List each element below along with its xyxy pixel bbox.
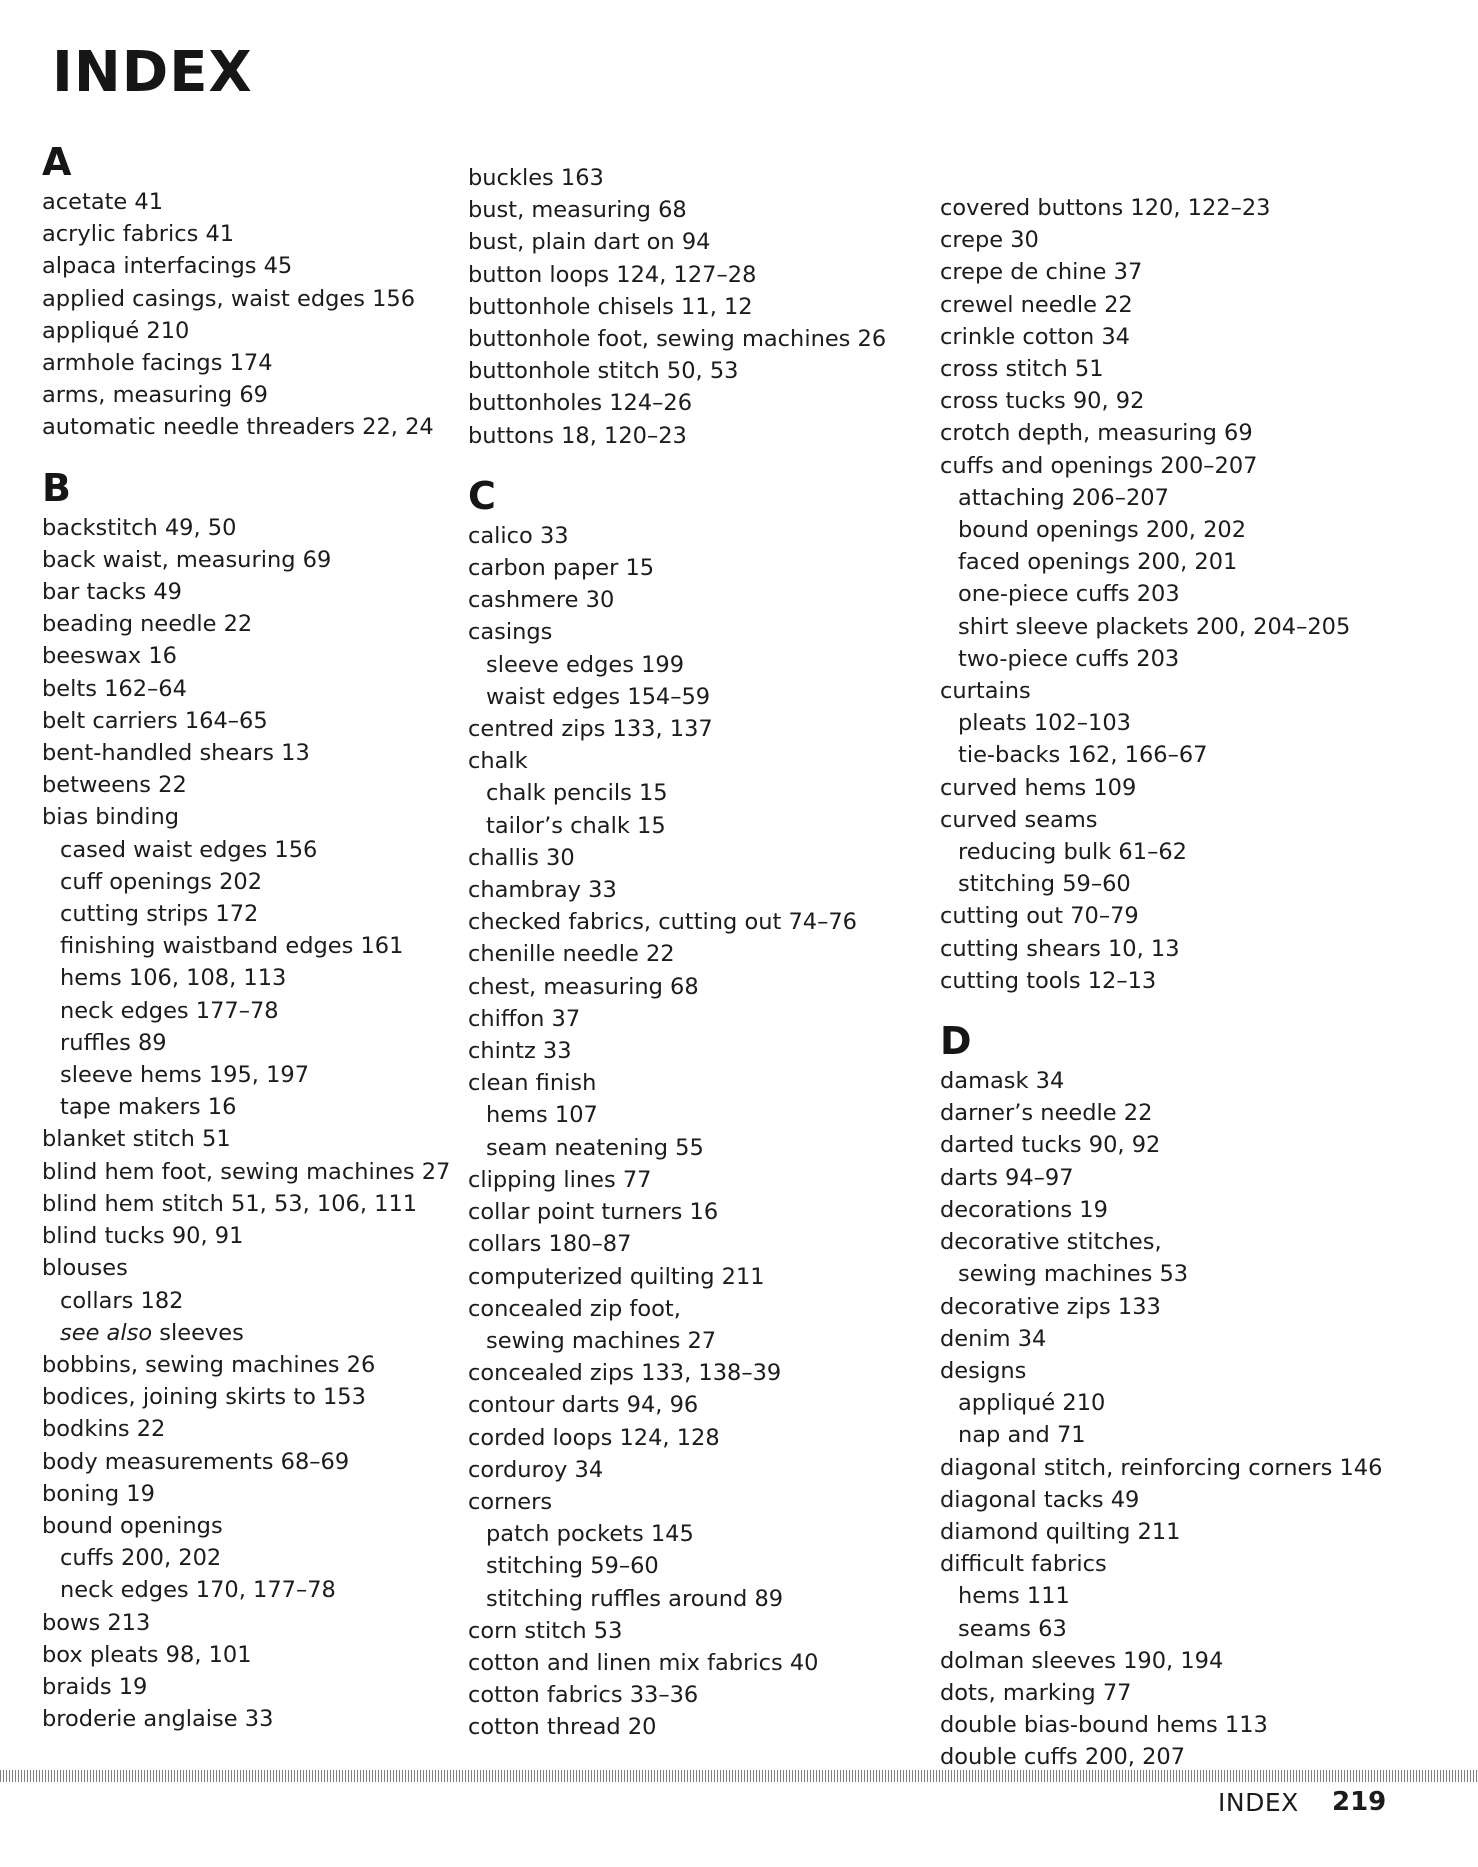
- entry-text: waist edges 154–59: [486, 683, 711, 710]
- entry-text: contour darts 94, 96: [468, 1392, 699, 1419]
- index-entry: [468, 584, 908, 616]
- entry-text: chiffon 37: [468, 1005, 581, 1032]
- entry-text: body measurements 68–69: [42, 1448, 350, 1475]
- index-entry: [940, 192, 1380, 224]
- index-subentry: [468, 777, 908, 809]
- index-entry: [468, 420, 908, 452]
- index-subentry: [940, 1613, 1380, 1645]
- entry-text: cotton and linen mix fabrics 40: [468, 1649, 819, 1676]
- index-entry: [42, 283, 482, 315]
- index-subentry: [42, 1317, 482, 1349]
- entry-text: attaching 206–207: [958, 484, 1169, 511]
- index-entry: [42, 347, 482, 379]
- entry-text: damask 34: [940, 1068, 1065, 1095]
- index-subentry: [940, 1419, 1380, 1451]
- index-entry: [940, 1162, 1380, 1194]
- entry-text: diagonal stitch, reinforcing corners 146: [940, 1454, 1383, 1481]
- entry-text: bobbins, sewing machines 26: [42, 1351, 376, 1378]
- index-subentry: [940, 707, 1380, 739]
- index-subentry: [468, 649, 908, 681]
- index-entry: [468, 1454, 908, 1486]
- index-entry: [940, 1129, 1380, 1161]
- index-subentry: [940, 868, 1380, 900]
- entry-text: tie-backs 162, 166–67: [958, 742, 1208, 769]
- entry-text: cotton fabrics 33–36: [468, 1682, 699, 1709]
- index-subentry: [42, 1285, 482, 1317]
- entry-text: buttons 18, 120–23: [468, 422, 687, 449]
- entry-text: cutting strips 172: [60, 901, 259, 928]
- entry-text: boning 19: [42, 1480, 155, 1507]
- entry-text: bust, measuring 68: [468, 197, 687, 224]
- entry-text: sleeve edges 199: [486, 651, 685, 678]
- index-entry: [940, 321, 1380, 353]
- index-entry: [468, 1422, 908, 1454]
- index-entry: [468, 616, 908, 648]
- entry-text: tape makers 16: [60, 1094, 237, 1121]
- index-entry: [468, 745, 908, 777]
- entry-text: hems 106, 108, 113: [60, 965, 287, 992]
- index-subentry: [940, 546, 1380, 578]
- index-entry: [940, 1484, 1380, 1516]
- index-entry: [42, 1381, 482, 1413]
- index-subentry: [468, 681, 908, 713]
- index-entry: [468, 520, 908, 552]
- entry-text: corduroy 34: [468, 1456, 604, 1483]
- entry-text: blind hem stitch 51, 53, 106, 111: [42, 1190, 418, 1217]
- index-entry: [940, 772, 1380, 804]
- entry-text: hems 111: [958, 1583, 1070, 1610]
- entry-text: automatic needle threaders 22, 24: [42, 414, 434, 441]
- entry-text: hems 107: [486, 1102, 598, 1129]
- entry-text: chalk pencils 15: [486, 780, 668, 807]
- entry-text: one-piece cuffs 203: [958, 581, 1180, 608]
- entry-text: collars 182: [60, 1287, 184, 1314]
- index-entry: [468, 1357, 908, 1389]
- index-entry: [42, 1446, 482, 1478]
- index-subentry: [940, 1387, 1380, 1419]
- entry-text: bent-handled shears 13: [42, 740, 310, 767]
- index-subentry: [42, 898, 482, 930]
- index-entry: [468, 259, 908, 291]
- index-subentry: [42, 962, 482, 994]
- entry-text: buckles 163: [468, 165, 604, 191]
- index-entry: [468, 971, 908, 1003]
- index-entry: [42, 769, 482, 801]
- entry-text: curtains: [940, 678, 1031, 705]
- index-entry: [940, 1065, 1380, 1097]
- index-section: [940, 1019, 1383, 1773]
- entry-text: cross stitch 51: [940, 356, 1104, 383]
- index-entry: [940, 1291, 1380, 1323]
- index-entry: [940, 804, 1380, 836]
- entry-text: neck edges 177–78: [60, 997, 279, 1024]
- index-entry: [468, 323, 908, 355]
- entry-text: crepe de chine 37: [940, 259, 1143, 286]
- entry-text: curved hems 109: [940, 774, 1137, 801]
- index-section: [42, 140, 482, 444]
- entry-text: chest, measuring 68: [468, 973, 699, 1000]
- entry-text: belts 162–64: [42, 675, 187, 702]
- entry-text: seams 63: [958, 1615, 1067, 1642]
- index-entry: [42, 673, 482, 705]
- entry-text: clipping lines 77: [468, 1166, 652, 1193]
- see-also-label: see also: [60, 1319, 153, 1346]
- section-letter: A: [42, 140, 72, 184]
- index-entry: [468, 291, 908, 323]
- entry-text: buttonhole foot, sewing machines 26: [468, 326, 887, 353]
- page-title: INDEX: [52, 40, 253, 105]
- entry-text: blouses: [42, 1255, 128, 1282]
- index-entry: [940, 1645, 1380, 1677]
- index-subentry: [468, 1325, 908, 1357]
- entry-text: difficult fabrics: [940, 1551, 1107, 1578]
- index-entry: [468, 226, 908, 258]
- entry-text: checked fabrics, cutting out 74–76: [468, 909, 857, 936]
- entry-text: chalk: [468, 748, 528, 775]
- index-subentry: [42, 1574, 482, 1606]
- entry-text: betweens 22: [42, 772, 187, 799]
- entry-text: collars 180–87: [468, 1231, 632, 1258]
- index-entry: [42, 1220, 482, 1252]
- section-letter: B: [42, 465, 71, 510]
- entry-text: bound openings 200, 202: [958, 517, 1247, 544]
- index-section: [940, 192, 1380, 997]
- index-entry: [940, 450, 1380, 482]
- entry-text: cutting shears 10, 13: [940, 935, 1180, 962]
- index-entry: [42, 379, 482, 411]
- index-entry: [940, 224, 1380, 256]
- entry-text: tailor’s chalk 15: [486, 812, 666, 839]
- index-subentry: [42, 1027, 482, 1059]
- entry-text: buttonhole stitch 50, 53: [468, 358, 739, 385]
- entry-text: cased waist edges 156: [60, 836, 318, 863]
- index-entry: [468, 355, 908, 387]
- index-subentry: [42, 995, 482, 1027]
- footer-rule: [0, 1770, 1478, 1782]
- entry-text: broderie anglaise 33: [42, 1706, 274, 1733]
- entry-text: buttonholes 124–26: [468, 390, 693, 417]
- entry-text: armhole facings 174: [42, 350, 273, 377]
- entry-text: bust, plain dart on 94: [468, 229, 711, 256]
- index-entry: [940, 385, 1380, 417]
- entry-text: double bias-bound hems 113: [940, 1712, 1268, 1739]
- index-section: [42, 466, 482, 1736]
- index-entry: [42, 1671, 482, 1703]
- index-entry: [940, 1677, 1380, 1709]
- index-entry: [468, 1486, 908, 1518]
- index-subentry: [940, 1580, 1380, 1612]
- index-entry: [468, 874, 908, 906]
- entry-text: chintz 33: [468, 1038, 572, 1065]
- footer-label: INDEX: [1218, 1788, 1299, 1817]
- index-entry: [42, 576, 482, 608]
- index-section: [468, 162, 908, 452]
- entry-text: covered buttons 120, 122–23: [940, 195, 1271, 221]
- index-entry: [42, 1478, 482, 1510]
- entry-text: chenille needle 22: [468, 941, 675, 968]
- section-letter: C: [468, 473, 496, 518]
- entry-text: shirt sleeve plackets 200, 204–205: [958, 613, 1351, 640]
- index-entry: [42, 1703, 482, 1735]
- index-subentry: [940, 578, 1380, 610]
- entry-text: darner’s needle 22: [940, 1100, 1153, 1127]
- entry-text: patch pockets 145: [486, 1521, 694, 1548]
- entry-text: computerized quilting 211: [468, 1263, 765, 1290]
- index-subentry: [42, 1091, 482, 1123]
- entry-text: cotton thread 20: [468, 1714, 657, 1741]
- entry-text: appliqué 210: [42, 317, 190, 344]
- page-number: 219: [1332, 1787, 1387, 1817]
- entry-text: designs: [940, 1357, 1027, 1384]
- entry-text: concealed zip foot,: [468, 1295, 681, 1322]
- index-subentry: [42, 1542, 482, 1574]
- index-entry: [42, 1252, 482, 1284]
- index-entry: [940, 1516, 1380, 1548]
- index-entry: [42, 186, 482, 218]
- index-entry: [468, 1293, 908, 1325]
- entry-text: bodices, joining skirts to 153: [42, 1384, 366, 1411]
- entry-text: darted tucks 90, 92: [940, 1132, 1161, 1159]
- entry-text: reducing bulk 61–62: [958, 839, 1187, 866]
- index-entry: [940, 1741, 1380, 1773]
- index-entry: [42, 1510, 482, 1542]
- index-subentry: [940, 482, 1380, 514]
- index-entry: [940, 353, 1380, 385]
- entry-text: clean finish: [468, 1070, 597, 1097]
- entry-text: ruffles 89: [60, 1029, 167, 1056]
- entry-text: corn stitch 53: [468, 1617, 623, 1644]
- index-subentry: [42, 866, 482, 898]
- entry-text: carbon paper 15: [468, 555, 655, 582]
- entry-text: acrylic fabrics 41: [42, 221, 235, 248]
- index-subentry: [42, 1059, 482, 1091]
- index-entry: [42, 1607, 482, 1639]
- entry-text: faced openings 200, 201: [958, 549, 1238, 576]
- index-entry: [940, 965, 1380, 997]
- entry-text: diagonal tacks 49: [940, 1486, 1140, 1513]
- index-entry: [468, 1003, 908, 1035]
- entry-text: decorative stitches,: [940, 1229, 1162, 1256]
- entry-text: pleats 102–103: [958, 710, 1132, 737]
- entry-text: curved seams: [940, 806, 1098, 833]
- index-column-2: [468, 162, 908, 1766]
- index-entry: [940, 933, 1380, 965]
- entry-text: casings: [468, 619, 553, 646]
- index-entry: [940, 675, 1380, 707]
- entry-text: denim 34: [940, 1325, 1047, 1352]
- index-entry: [468, 1389, 908, 1421]
- index-subentry: [42, 834, 482, 866]
- index-entry: [42, 411, 482, 443]
- entry-text: bodkins 22: [42, 1416, 166, 1443]
- index-entry: [940, 1355, 1380, 1387]
- index-entry: [468, 387, 908, 419]
- index-entry: [940, 900, 1380, 932]
- index-subentry: [940, 514, 1380, 546]
- entry-text: bar tacks 49: [42, 579, 182, 606]
- entry-text: concealed zips 133, 138–39: [468, 1360, 782, 1387]
- index-entry: [42, 1156, 482, 1188]
- entry-text: stitching 59–60: [958, 871, 1131, 898]
- section-letter: D: [940, 1019, 972, 1064]
- index-subentry: [940, 739, 1380, 771]
- index-entry: [940, 1226, 1380, 1258]
- entry-text: crotch depth, measuring 69: [940, 420, 1253, 447]
- entry-text: button loops 124, 127–28: [468, 261, 757, 288]
- entry-text: seam neatening 55: [486, 1134, 704, 1161]
- index-column-1: [42, 140, 482, 1757]
- index-subentry: [468, 1550, 908, 1582]
- entry-text: crewel needle 22: [940, 291, 1133, 318]
- entry-text: blind hem foot, sewing machines 27: [42, 1158, 451, 1185]
- entry-text: dolman sleeves 190, 194: [940, 1647, 1224, 1674]
- index-entry: [468, 1647, 908, 1679]
- index-entry: [468, 162, 908, 194]
- entry-text: challis 30: [468, 844, 575, 871]
- entry-text: arms, measuring 69: [42, 382, 268, 409]
- index-entry: [940, 1194, 1380, 1226]
- index-entry: [940, 417, 1380, 449]
- entry-text: corded loops 124, 128: [468, 1424, 720, 1451]
- index-entry: [468, 552, 908, 584]
- index-entry: [42, 512, 482, 544]
- entry-text: cashmere 30: [468, 587, 615, 614]
- entry-text: cutting out 70–79: [940, 903, 1139, 930]
- entry-text: corners: [468, 1488, 553, 1515]
- entry-text: cross tucks 90, 92: [940, 388, 1145, 415]
- index-entry: [42, 315, 482, 347]
- entry-text: sleeves: [159, 1319, 244, 1346]
- entry-text: collar point turners 16: [468, 1199, 719, 1226]
- entry-text: cuffs and openings 200–207: [940, 452, 1258, 479]
- entry-text: decorations 19: [940, 1196, 1108, 1223]
- index-subentry: [468, 1518, 908, 1550]
- index-entry: [42, 1349, 482, 1381]
- entry-text: sleeve hems 195, 197: [60, 1062, 310, 1089]
- index-subentry: [42, 930, 482, 962]
- entry-text: calico 33: [468, 522, 569, 549]
- entry-text: belt carriers 164–65: [42, 707, 268, 734]
- index-entry: [468, 1196, 908, 1228]
- entry-text: two-piece cuffs 203: [958, 645, 1180, 672]
- index-entry: [468, 1228, 908, 1260]
- entry-text: braids 19: [42, 1673, 148, 1700]
- entry-text: appliqué 210: [958, 1390, 1106, 1417]
- entry-text: cutting tools 12–13: [940, 967, 1157, 994]
- entry-text: sewing machines 53: [958, 1261, 1189, 1288]
- entry-text: dots, marking 77: [940, 1679, 1132, 1706]
- index-entry: [468, 1711, 908, 1743]
- index-entry: [940, 289, 1380, 321]
- index-subentry: [468, 1132, 908, 1164]
- index-entry: [468, 1679, 908, 1711]
- index-subentry: [940, 1258, 1380, 1290]
- index-entry: [468, 1615, 908, 1647]
- entry-text: stitching 59–60: [486, 1553, 659, 1580]
- index-section: [468, 474, 908, 1744]
- index-subentry: [468, 1583, 908, 1615]
- index-entry: [42, 1639, 482, 1671]
- index-entry: [940, 1323, 1380, 1355]
- index-subentry: [940, 643, 1380, 675]
- entry-text: applied casings, waist edges 156: [42, 285, 416, 312]
- index-entry: [940, 1548, 1380, 1580]
- entry-text: sewing machines 27: [486, 1327, 717, 1354]
- index-entry: [468, 938, 908, 970]
- index-entry: [468, 713, 908, 745]
- entry-text: cuffs 200, 202: [60, 1545, 222, 1572]
- entry-text: bows 213: [42, 1609, 151, 1636]
- index-entry: [940, 256, 1380, 288]
- entry-text: chambray 33: [468, 877, 617, 904]
- index-entry: [42, 1413, 482, 1445]
- entry-text: back waist, measuring 69: [42, 546, 332, 573]
- entry-text: decorative zips 133: [940, 1293, 1161, 1320]
- entry-text: beading needle 22: [42, 611, 253, 638]
- index-entry: [468, 194, 908, 226]
- entry-text: bias binding: [42, 804, 180, 831]
- index-entry: [42, 250, 482, 282]
- index-subentry: [468, 810, 908, 842]
- entry-text: crinkle cotton 34: [940, 323, 1130, 350]
- entry-text: blind tucks 90, 91: [42, 1223, 244, 1250]
- entry-text: nap and 71: [958, 1422, 1086, 1449]
- entry-text: beeswax 16: [42, 643, 177, 670]
- index-entry: [940, 1452, 1383, 1484]
- index-subentry: [940, 611, 1380, 643]
- index-subentry: [940, 836, 1380, 868]
- entry-text: centred zips 133, 137: [468, 716, 713, 743]
- entry-text: finishing waistband edges 161: [60, 933, 404, 960]
- entry-text: stitching ruffles around 89: [486, 1585, 784, 1612]
- index-entry: [42, 801, 482, 833]
- entry-text: blanket stitch 51: [42, 1126, 231, 1153]
- entry-text: cuff openings 202: [60, 868, 263, 895]
- entry-text: crepe 30: [940, 227, 1039, 254]
- index-entry: [42, 608, 482, 640]
- entry-text: double cuffs 200, 207: [940, 1744, 1186, 1771]
- entry-text: darts 94–97: [940, 1164, 1074, 1191]
- index-entry: [940, 1097, 1380, 1129]
- index-entry: [468, 1164, 908, 1196]
- index-entry: [468, 1035, 908, 1067]
- index-column-3: [940, 192, 1383, 1796]
- index-entry: [42, 640, 482, 672]
- entry-text: alpaca interfacings 45: [42, 253, 293, 280]
- index-entry: [468, 1261, 908, 1293]
- index-entry: [940, 1709, 1380, 1741]
- entry-text: buttonhole chisels 11, 12: [468, 293, 753, 320]
- index-entry: [42, 1123, 482, 1155]
- index-entry: [468, 906, 908, 938]
- index-entry: [42, 544, 482, 576]
- entry-text: backstitch 49, 50: [42, 514, 237, 541]
- entry-text: bound openings: [42, 1512, 223, 1539]
- entry-text: diamond quilting 211: [940, 1518, 1181, 1545]
- index-entry: [468, 842, 908, 874]
- index-entry: [468, 1067, 908, 1099]
- entry-text: neck edges 170, 177–78: [60, 1577, 336, 1604]
- index-subentry: [468, 1099, 908, 1131]
- index-entry: [42, 1188, 482, 1220]
- entry-text: box pleats 98, 101: [42, 1641, 252, 1668]
- index-entry: [42, 218, 482, 250]
- index-entry: [42, 705, 482, 737]
- index-entry: [42, 737, 482, 769]
- entry-text: acetate 41: [42, 189, 164, 215]
